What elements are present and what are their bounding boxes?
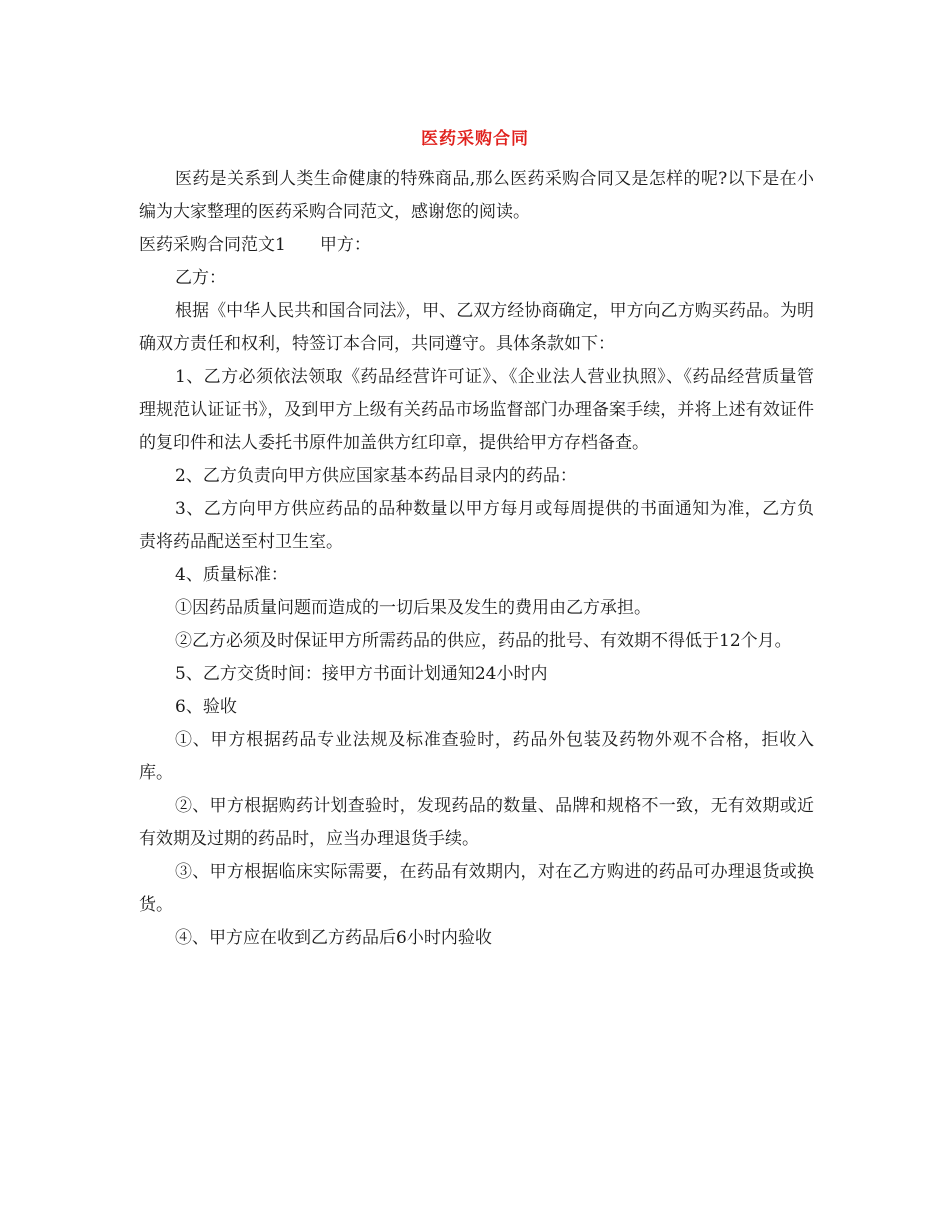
- clause-6: 6、验收: [175, 697, 237, 717]
- clause-6-item-1: ①、甲方根据药品专业法规及标准查验时，药品外包装及药物外观不合格，拒收入库。: [139, 730, 814, 783]
- document-title: 医药采购合同: [421, 129, 529, 149]
- sample-heading-line: [139, 229, 814, 262]
- clause-2: 2、乙方负责向甲方供应国家基本药品目录内的药品：: [175, 466, 577, 486]
- intro-paragraph: 医药是关系到人类生命健康的特殊商品,那么医药采购合同又是怎样的呢?以下是在小编为大家整理的医药采购合同范文，感谢您的阅读。: [139, 169, 814, 222]
- party-b-label: 乙方：: [175, 268, 226, 288]
- clause-1: 1、乙方必须依法领取《药品经营许可证》、《企业法人营业执照》、《药品经营质量管理规范认证证书》，及到甲方上级有关药品市场监督部门办理备案手续，并将上述有效证件的复印件和法人委托书原件加盖供方红印章，提供给甲方存档备查。: [139, 367, 814, 453]
- clause-5: 5、乙方交货时间：接甲方书面计划通知24小时内: [175, 664, 548, 684]
- preamble-paragraph: 根据《中华人民共和国合同法》，甲、乙双方经协商确定，甲方向乙方购买药品。为明确双方责任和权利，特签订本合同，共同遵守。具体条款如下：: [139, 301, 814, 354]
- clause-6-item-3: ③、甲方根据临床实际需要，在药品有效期内，对在乙方购进的药品可办理退货或换货。: [139, 862, 814, 915]
- clause-6-item-2: ②、甲方根据购药计划查验时，发现药品的数量、品牌和规格不一致，无有效期或近有效期及过期的药品时，应当办理退货手续。: [139, 796, 814, 849]
- clause-6-item-4: ④、甲方应在收到乙方药品后6小时内验收: [175, 928, 492, 948]
- clause-4-item-2: ②乙方必须及时保证甲方所需药品的供应，药品的批号、有效期不得低于12个月。: [175, 631, 792, 651]
- sample-heading: 医药采购合同范文1: [139, 235, 286, 255]
- clause-3: 3、乙方向甲方供应药品的品种数量以甲方每月或每周提供的书面通知为准，乙方负责将药品配送至村卫生室。: [139, 499, 814, 552]
- document-body: [139, 163, 814, 955]
- party-a-label: 甲方：: [319, 235, 371, 255]
- clause-4-item-1: ①因药品质量问题而造成的一切后果及发生的费用由乙方承担。: [175, 598, 651, 618]
- clause-4: 4、质量标准：: [175, 565, 288, 585]
